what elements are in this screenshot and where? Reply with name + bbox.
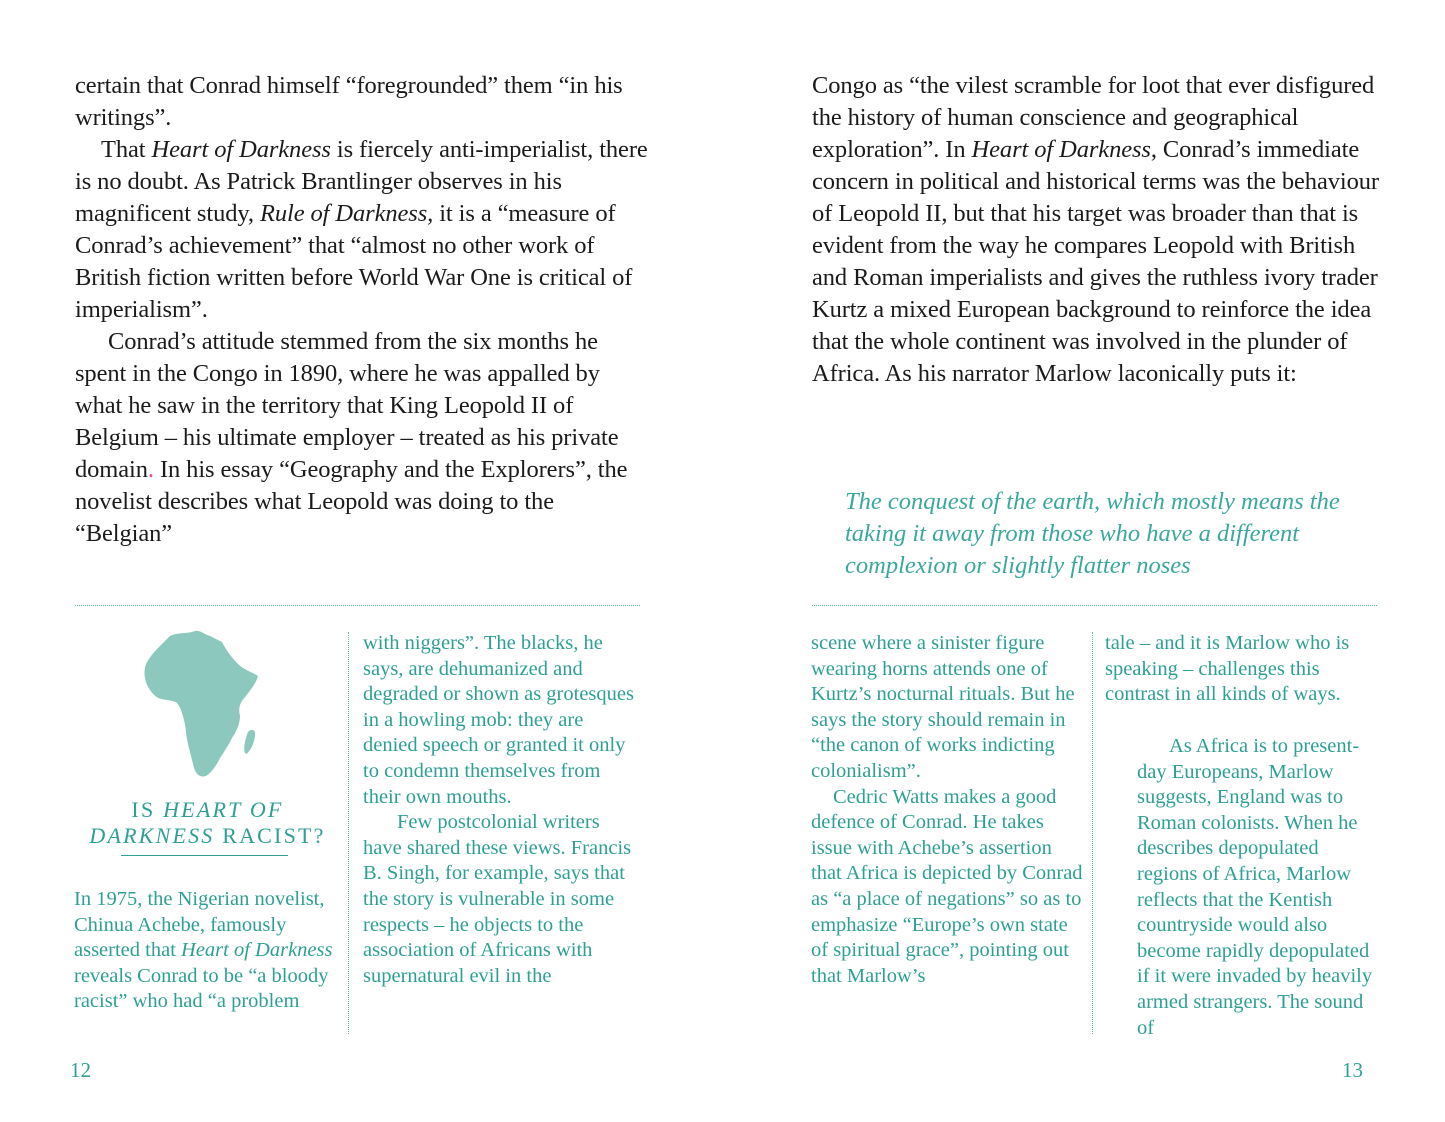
right-divider-rule	[812, 605, 1377, 606]
right-para-1-text-a: Congo as “the vilest scramble for loot that ever disfigured the history of human conscience and geographical exploration”. In	[812, 72, 1375, 163]
sidebar-heading-underline	[121, 855, 288, 856]
right-para-1	[812, 70, 1382, 390]
left-main-text	[75, 70, 650, 550]
left-para-2-title-italic: Heart of Darkness	[151, 136, 331, 163]
left-sidebar-col-2-para-1: with niggers”. The blacks, he says, are dehumanized and degraded or shown as grotesques in a howling mob: they are denied speech or granted it only to condemn themselves from their own mouths.	[363, 632, 634, 808]
left-sidebar-col-1	[74, 887, 342, 1015]
left-para-3	[75, 326, 650, 550]
africa-map-icon	[140, 628, 260, 778]
right-sidebar-col-1-para-1: scene where a sinister figure wearing horns attends one of Kurtz’s nocturnal rituals. But he says the story should remain in “the canon of works indicting colonialism”.	[811, 632, 1075, 782]
sidebar-heading-italic: HEART OF DARKNESS	[89, 797, 284, 848]
right-sidebar-col-2	[1105, 631, 1377, 708]
left-para-1: certain that Conrad himself “foregrounded” them “in his writings”.	[75, 72, 623, 131]
left-sidebar-column-divider	[348, 632, 349, 1034]
left-sidebar-col-1-para	[74, 887, 342, 1015]
left-sidebar-col-1-text-a: In 1975, the Nigerian novelist, Chinua Achebe, famously asserted that	[74, 888, 325, 962]
right-sidebar-col-2-inset	[1137, 734, 1377, 1041]
left-para-2-text-b: is fiercely anti-imperialist, there is no doubt. As Patrick Brantlinger observes in his magnificent study,	[75, 136, 648, 227]
right-sidebar-col-2-para-2: As Africa is to present-day Europeans, Marlow suggests, England was to Roman colonists. When he describes depopulated regions of Africa, Marlow reflects that the Kentish countryside would also become rapidly depopulated if it were invaded by heavily armed strangers. The sound of	[1137, 735, 1373, 1039]
left-page	[0, 0, 722, 1122]
sidebar-heading	[75, 797, 340, 849]
sidebar-heading-post: RACIST?	[214, 823, 326, 848]
right-para-1-italic: Heart of Darkness	[971, 136, 1151, 163]
sidebar-heading-pre: IS	[131, 797, 164, 822]
right-sidebar-column-divider	[1092, 632, 1093, 1034]
left-sidebar-col-2-para-2: Few postcolonial writers have shared these views. Francis B. Singh, for example, says that the story is vulnerable in some respects – he objects to the association of Africans with supernatural evil in the	[363, 811, 632, 987]
left-para-2	[75, 134, 650, 326]
right-sidebar-col-1-para-2: Cedric Watts makes a good defence of Conrad. He takes issue with Achebe’s assertion that Africa is depicted by Conrad as “a place of negations” so as to emphasize “Europe’s own state of spiritual grace”, pointing out that Marlow’s	[811, 785, 1083, 987]
page-number-right: 13	[1342, 1058, 1363, 1082]
right-sidebar-col-1	[811, 631, 1086, 989]
right-page	[722, 0, 1445, 1122]
page-number-left: 12	[70, 1058, 91, 1082]
right-main-text	[812, 70, 1382, 390]
left-para-2-text-c: it is a “measure of Conrad’s achievement” that “almost no other work of British fiction written before World War One is critical of imperialism”.	[75, 200, 633, 323]
left-sidebar-col-1-italic: Heart of Darkness	[181, 939, 333, 962]
left-para-3-text-a: Conrad’s attitude stemmed from the six months he spent in the Congo in 1890, where he was appalled by what he saw in the territory that King Leopold II of Belgium – his ultimate employer – treated as his private domain	[75, 328, 619, 483]
pull-quote: The conquest of the earth, which mostly means the taking it away from those who have a different complexion or slightly flatter noses	[845, 488, 1340, 579]
left-sidebar-col-2	[363, 631, 638, 989]
right-para-1-text-b: , Conrad’s immediate concern in political and historical terms was the behaviour of Leopold II, but that his target was broader than that is evident from the way he compares Leopold with British and Roman imperialists and gives the ruthless ivory trader Kurtz a mixed European background to reinforce the idea that the whole continent was involved in the plunder of Africa. As his narrator Marlow laconically puts it:	[812, 136, 1379, 387]
left-para-2-text-a: That	[101, 136, 152, 163]
right-sidebar-col-2-para-1: tale – and it is Marlow who is speaking – challenges this contrast in all kinds of ways.	[1105, 632, 1350, 706]
left-para-2-title2-italic: Rule of Darkness,	[260, 200, 434, 227]
left-divider-rule	[75, 605, 640, 606]
left-sidebar-col-1-text-b: reveals Conrad to be “a bloody racist” who had “a problem	[74, 964, 329, 1013]
left-para-3-mark: .	[147, 456, 154, 483]
left-para-3-text-b: In his essay “Geography and the Explorers”, the novelist describes what Leopold was doing to the “Belgian”	[75, 456, 628, 547]
